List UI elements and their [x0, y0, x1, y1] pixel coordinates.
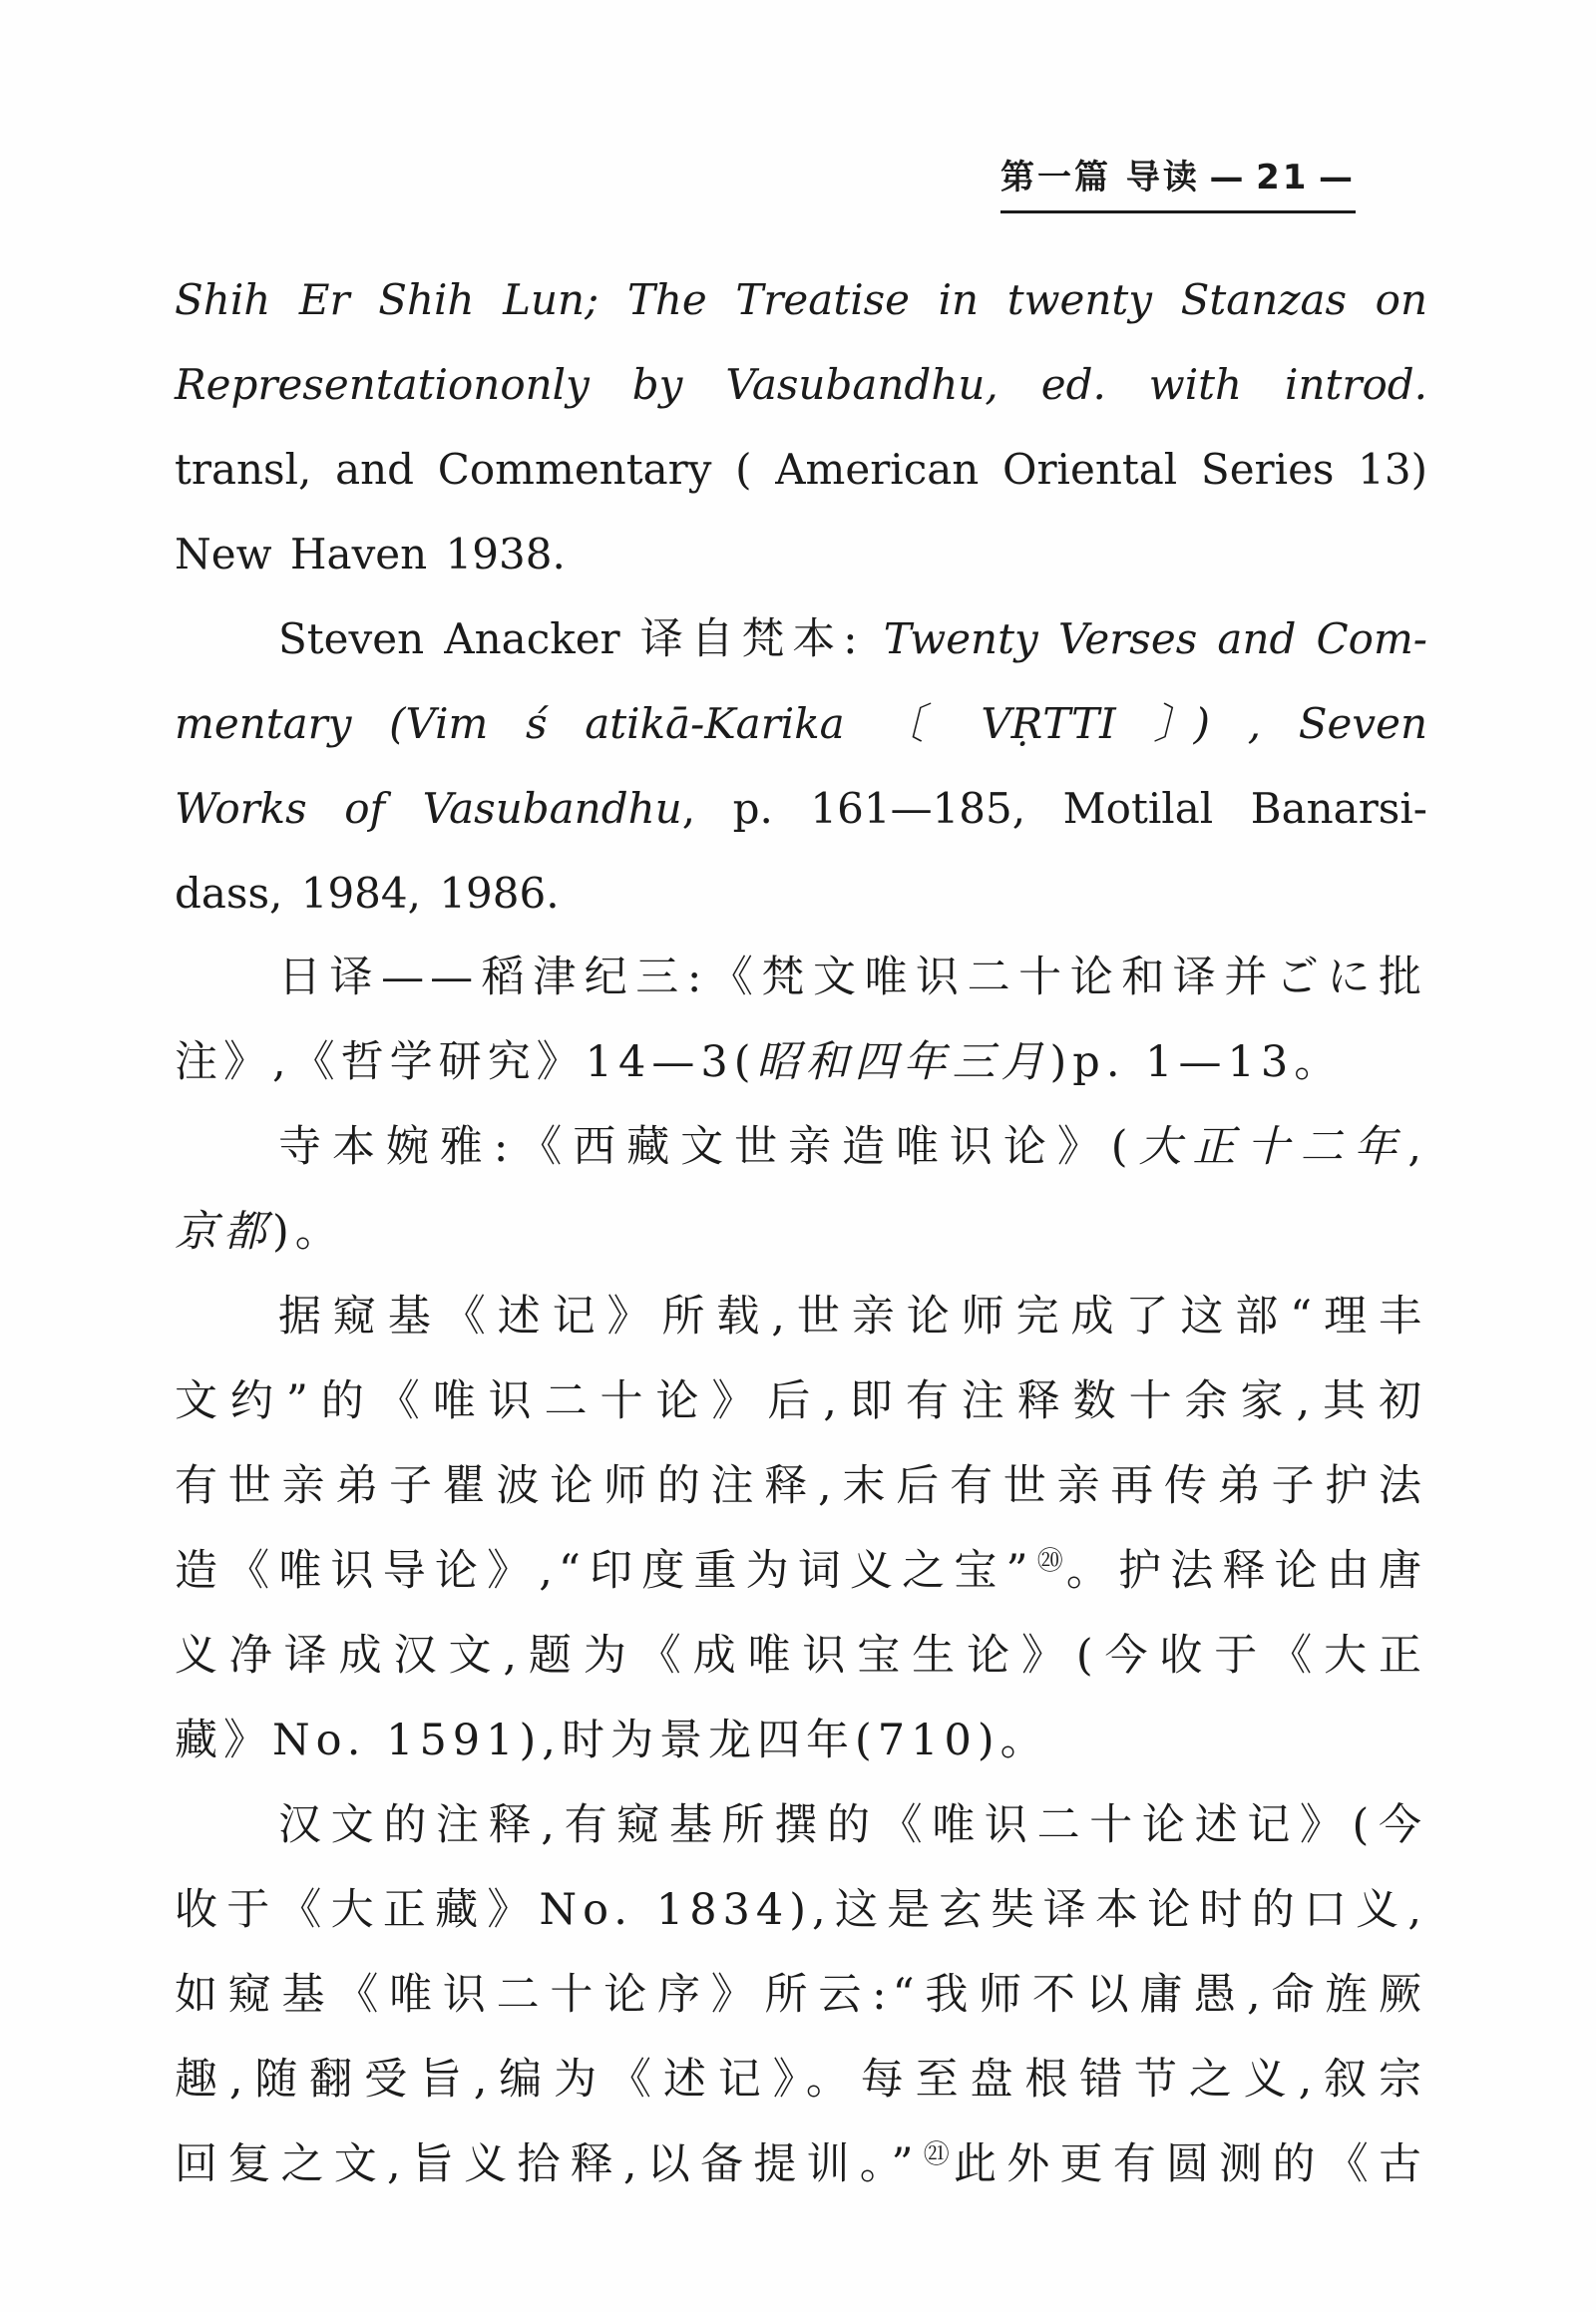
text-segment: 趣,随翻受旨,编为《述记》。每至盘根错节之义,叙宗 — [175, 2055, 1427, 2105]
text-line — [175, 1614, 1427, 1699]
text-line — [175, 596, 1427, 681]
text-line — [175, 1444, 1427, 1529]
text-line — [175, 427, 1427, 512]
footnote-marker: ㉑ — [919, 2139, 955, 2170]
text-segment: 汉文的注释,有窥基所撰的《唯识二十论述记》(今 — [278, 1800, 1427, 1850]
text-segment: Representationonly by Vasubandhu, ed. with introd. — [175, 360, 1427, 409]
text-line — [175, 766, 1427, 851]
text-segment: 如窥基《唯识二十论序》所云:“我师不以庸愚,命旌厥 — [175, 1970, 1427, 2020]
text-segment: )p. 1—13。 — [1049, 1037, 1344, 1087]
text-segment: 义净译成汉文,题为《成唯识宝生论》(今收于《大正 — [175, 1631, 1427, 1681]
text-segment: 。护法释论由唐 — [1065, 1546, 1427, 1596]
section-title: 第一篇 导读 — [1000, 158, 1200, 197]
text-line — [175, 1190, 1427, 1275]
text-line — [175, 1699, 1427, 1783]
text-segment: mentary (Vim ś atikā-Karika 〔 VṚTTI 〕) , Seven — [175, 699, 1427, 748]
text-line — [175, 1783, 1427, 1868]
header-dash-right: — — [1319, 158, 1356, 197]
text-line — [175, 2038, 1427, 2122]
text-line — [175, 1868, 1427, 1953]
text-segment: 造《唯识导论》,“印度重为词义之宝” — [175, 1546, 1034, 1596]
text-line — [175, 851, 1427, 936]
text-segment: 文约”的《唯识二十论》后,即有注释数十余家,其初 — [175, 1376, 1427, 1426]
text-segment: 昭和四年三月 — [756, 1037, 1050, 1087]
page-number: 21 — [1256, 158, 1310, 197]
text-segment: 注》,《哲学研究》14—3( — [175, 1037, 757, 1087]
text-segment: 大正十二年 — [1133, 1122, 1408, 1172]
text-segment: Works of Vasubandhu — [175, 784, 682, 833]
text-line — [175, 1020, 1427, 1105]
text-line — [175, 342, 1427, 427]
text-segment: transl, and Commentary ( American Oriental Series 13) — [175, 445, 1427, 494]
text-line — [175, 2122, 1427, 2207]
footnote-marker: ⑳ — [1033, 1546, 1066, 1577]
text-segment: dass, 1984, 1986. — [175, 869, 560, 918]
text-segment: Steven Anacker — [278, 614, 640, 663]
text-line — [175, 1359, 1427, 1444]
text-segment: 此外更有圆测的《古 — [954, 2139, 1427, 2189]
text-segment: 日译——稻津纪三:《梵文唯识二十论和译并ごに批 — [278, 953, 1427, 1002]
text-segment: 据窥基《述记》所载,世亲论师完成了这部“理丰 — [278, 1292, 1427, 1342]
text-line — [175, 512, 1427, 596]
text-line — [175, 1275, 1427, 1359]
text-line — [175, 681, 1427, 766]
text-line — [175, 936, 1427, 1020]
running-head — [1000, 150, 1356, 213]
body-text — [175, 257, 1427, 2207]
text-segment: Shih Er Shih Lun; The Treatise in twenty Stanzas on — [175, 275, 1427, 324]
text-segment: , p. 161—185, Motilal Banarsi- — [681, 784, 1427, 833]
text-segment: 京都 — [175, 1207, 272, 1257]
text-segment: 藏》No. 1591),时为景龙四年(710)。 — [175, 1716, 1049, 1765]
text-segment: 译自梵本: — [639, 614, 864, 664]
text-segment: , — [1407, 1122, 1428, 1172]
text-line — [175, 1105, 1427, 1190]
text-segment: 收于《大正藏》No. 1834),这是玄奘译本论时的口义, — [175, 1885, 1427, 1935]
header-dash-left: — — [1209, 158, 1247, 197]
text-segment: )。 — [272, 1207, 344, 1257]
text-segment: 有世亲弟子瞿波论师的注释,末后有世亲再传弟子护法 — [175, 1461, 1427, 1511]
text-segment: 寺本婉雅:《西藏文世亲造唯识论》( — [278, 1122, 1134, 1172]
text-line — [175, 257, 1427, 342]
text-line — [175, 1529, 1427, 1614]
text-segment: 回复之文,旨义拾释,以备提训。” — [175, 2139, 920, 2189]
text-line — [175, 1953, 1427, 2038]
text-segment: New Haven 1938. — [175, 530, 566, 578]
text-segment: Twenty Verses and Com- — [863, 614, 1427, 663]
